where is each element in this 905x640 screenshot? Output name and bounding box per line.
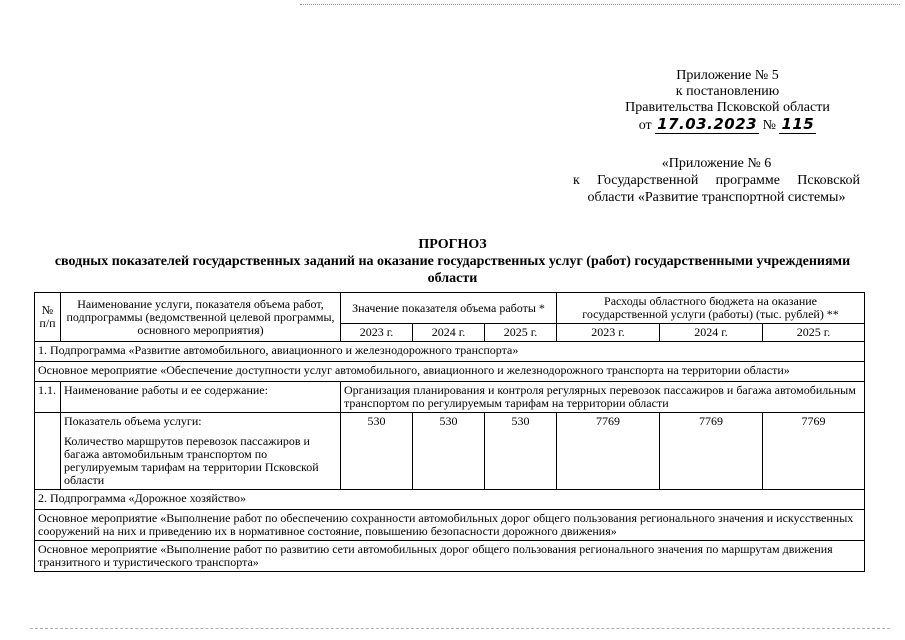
header-expenses: Расходы областного бюджета на оказание государственной услуги (работы) (тыс. рублей) ** (557, 293, 865, 324)
appendix-5-government: Правительства Псковской области (625, 100, 830, 115)
row-number-1-1: 1.1. (35, 382, 61, 413)
year-volume-2024: 2024 г. (413, 324, 485, 342)
table-row (35, 490, 865, 510)
appendix-6-program: к Государственной программе Псковской области «Развитие транспортной системы» (573, 173, 860, 205)
year-volume-2025: 2025 г. (485, 324, 557, 342)
main-measure-2: Основное мероприятие «Выполнение работ по обеспечению сохранности автомобильных дорог общего пользования регионального значения и искусственных сооружений на них и приведению их в нормативное состояние, повышению безопасности дорожного движения» (35, 510, 865, 541)
table-row (35, 362, 865, 382)
appendix-6-title: «Приложение № 6 (661, 156, 772, 171)
table-header-row (35, 293, 865, 324)
header-volume: Значение показателя объема работы * (341, 293, 557, 324)
value-expenses-2024: 7769 (660, 413, 763, 490)
main-measure-3: Основное мероприятие «Выполнение работ по развитию сети автомобильных дорог общего пользования регионального значения по маршрутам движения транзитного и туристического транспорта» (35, 541, 865, 572)
table-row (35, 413, 865, 490)
title-subtitle: сводных показателей государственных заданий на оказание государственных услуг (работ) государственными учреждениями области (54, 254, 851, 286)
subprogram-2: 2. Подпрограмма «Дорожное хозяйство» (35, 490, 865, 510)
main-measure-1: Основное мероприятие «Обеспечение доступности услуг автомобильного, авиационного и железнодорожного транспорта на территории области» (35, 362, 865, 382)
appendix-5-title: Приложение № 5 (676, 68, 779, 83)
appendix-5-decree: к постановлению (675, 84, 780, 99)
scan-artifact-top (300, 4, 900, 5)
work-name-label: Наименование работы и ее содержание: (61, 382, 341, 413)
indicator-cell (61, 413, 341, 490)
table-row (35, 510, 865, 541)
date-prefix: от (638, 118, 652, 133)
appendix-6-block (573, 155, 860, 206)
appendix-5-block (590, 68, 865, 134)
table-row (35, 382, 865, 413)
document-title (40, 236, 865, 287)
table-row (35, 541, 865, 572)
header-service-name: Наименование услуги, показателя объема работ, подпрограммы (ведомственной целевой программы, основного мероприятия) (61, 293, 341, 342)
number-label: № (762, 118, 776, 133)
forecast-table (34, 292, 865, 572)
value-expenses-2025: 7769 (763, 413, 865, 490)
appendix-5-date-line (590, 116, 865, 134)
year-volume-2023: 2023 г. (341, 324, 413, 342)
handwritten-number: 115 (781, 115, 815, 133)
value-volume-2023: 530 (341, 413, 413, 490)
subprogram-1: 1. Подпрограмма «Развитие автомобильного, авиационного и железнодорожного транспорта» (35, 342, 865, 362)
scan-artifact-bottom (30, 628, 890, 629)
year-expenses-2023: 2023 г. (557, 324, 660, 342)
value-volume-2025: 530 (485, 413, 557, 490)
work-content: Организация планирования и контроля регулярных перевозок пассажиров и багажа автомобильным транспортом по регулируемым тарифам на территории области (341, 382, 865, 413)
value-volume-2024: 530 (413, 413, 485, 490)
indicator-label: Показатель объема услуги: (64, 414, 202, 428)
table-row (35, 342, 865, 362)
year-expenses-2024: 2024 г. (660, 324, 763, 342)
value-expenses-2023: 7769 (557, 413, 660, 490)
header-number: № п/п (35, 293, 61, 342)
year-expenses-2025: 2025 г. (763, 324, 865, 342)
handwritten-date: 17.03.2023 (657, 115, 758, 133)
indicator-text: Количество маршрутов перевозок пассажиров и багажа автомобильным транспортом по регулируемым тарифам на территории Псковской области (64, 434, 319, 487)
empty-cell (35, 413, 61, 490)
title-forecast: ПРОГНОЗ (418, 237, 487, 252)
